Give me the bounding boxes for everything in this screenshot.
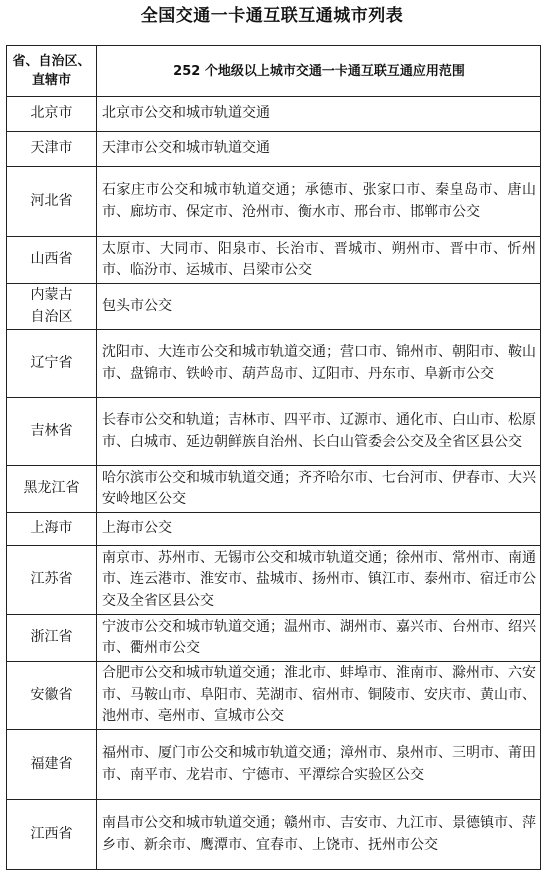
scope-cell: 南昌市公交和城市轨道交通；赣州市、吉安市、九江市、景德镇市、萍乡市、新余市、鹰潭市、宜春市、上饶市、抚州市公交 <box>97 800 541 870</box>
table-header-row <box>7 46 541 97</box>
table-row <box>7 167 541 237</box>
province-cell: 福建省 <box>7 730 97 800</box>
table-row <box>7 730 541 800</box>
scope-cell: 合肥市公交和城市轨道交通；淮北市、蚌埠市、淮南市、滁州市、六安市、马鞍山市、阜阳市、芜湖市、宿州市、铜陵市、安庆市、黄山市、池州市、亳州市、宣城市公交 <box>97 662 541 730</box>
province-cell: 江苏省 <box>7 546 97 615</box>
header-province-line: 省、自治区、 <box>12 54 91 69</box>
province-cell <box>7 284 97 330</box>
province-cell: 河北省 <box>7 167 97 237</box>
province-line: 自治区 <box>30 308 73 325</box>
province-cell: 上海市 <box>7 513 97 546</box>
province-cell: 江西省 <box>7 800 97 870</box>
header-scope: 252 个地级以上城市交通一卡通互联互通应用范围 <box>97 46 541 97</box>
table-row <box>7 466 541 513</box>
province-line: 内蒙古 <box>30 287 73 303</box>
table-row <box>7 662 541 730</box>
province-cell: 天津市 <box>7 132 97 167</box>
page-title: 全国交通一卡通互联互通城市列表 <box>140 6 404 26</box>
header-province <box>7 46 97 97</box>
province-cell: 安徽省 <box>7 662 97 730</box>
scope-cell: 北京市公交和城市轨道交通 <box>97 97 541 132</box>
province-cell: 辽宁省 <box>7 330 97 398</box>
header-province-line: 直辖市 <box>31 73 71 88</box>
scope-cell: 石家庄市公交和城市轨道交通；承德市、张家口市、秦皇岛市、唐山市、廊坊市、保定市、沧州市、衡水市、邢台市、邯郸市公交 <box>97 167 541 237</box>
table-row <box>7 398 541 466</box>
table-row <box>7 132 541 167</box>
table-row <box>7 800 541 870</box>
table-row <box>7 237 541 284</box>
scope-cell: 上海市公交 <box>97 513 541 546</box>
table-row <box>7 284 541 330</box>
province-cell: 北京市 <box>7 97 97 132</box>
scope-cell: 包头市公交 <box>97 284 541 330</box>
scope-cell: 福州市、厦门市公交和城市轨道交通；漳州市、泉州市、三明市、莆田市、南平市、龙岩市、宁德市、平潭综合实验区公交 <box>97 730 541 800</box>
table-row <box>7 330 541 398</box>
city-list-table <box>6 45 541 870</box>
scope-cell: 长春市公交和轨道；吉林市、四平市、辽源市、通化市、白山市、松原市、白城市、延边朝鲜族自治州、长白山管委会公交及全省区县公交 <box>97 398 541 466</box>
scope-cell: 天津市公交和城市轨道交通 <box>97 132 541 167</box>
table-row <box>7 615 541 662</box>
table-row <box>7 97 541 132</box>
table-row <box>7 513 541 546</box>
province-cell: 黑龙江省 <box>7 466 97 513</box>
scope-cell: 哈尔滨市公交和城市轨道交通；齐齐哈尔市、七台河市、伊春市、大兴安岭地区公交 <box>97 466 541 513</box>
scope-cell: 宁波市公交和城市轨道交通；温州市、湖州市、嘉兴市、台州市、绍兴市、衢州市公交 <box>97 615 541 662</box>
scope-cell: 太原市、大同市、阳泉市、长治市、晋城市、朔州市、晋中市、忻州市、临汾市、运城市、吕梁市公交 <box>97 237 541 284</box>
table-row <box>7 546 541 615</box>
province-cell: 浙江省 <box>7 615 97 662</box>
province-cell: 山西省 <box>7 237 97 284</box>
province-cell: 吉林省 <box>7 398 97 466</box>
scope-cell: 沈阳市、大连市公交和城市轨道交通；营口市、锦州市、朝阳市、鞍山市、盘锦市、铁岭市、葫芦岛市、辽阳市、丹东市、阜新市公交 <box>97 330 541 398</box>
scope-cell: 南京市、苏州市、无锡市公交和城市轨道交通；徐州市、常州市、南通市、连云港市、淮安市、盐城市、扬州市、镇江市、泰州市、宿迁市公交及全省区县公交 <box>97 546 541 615</box>
